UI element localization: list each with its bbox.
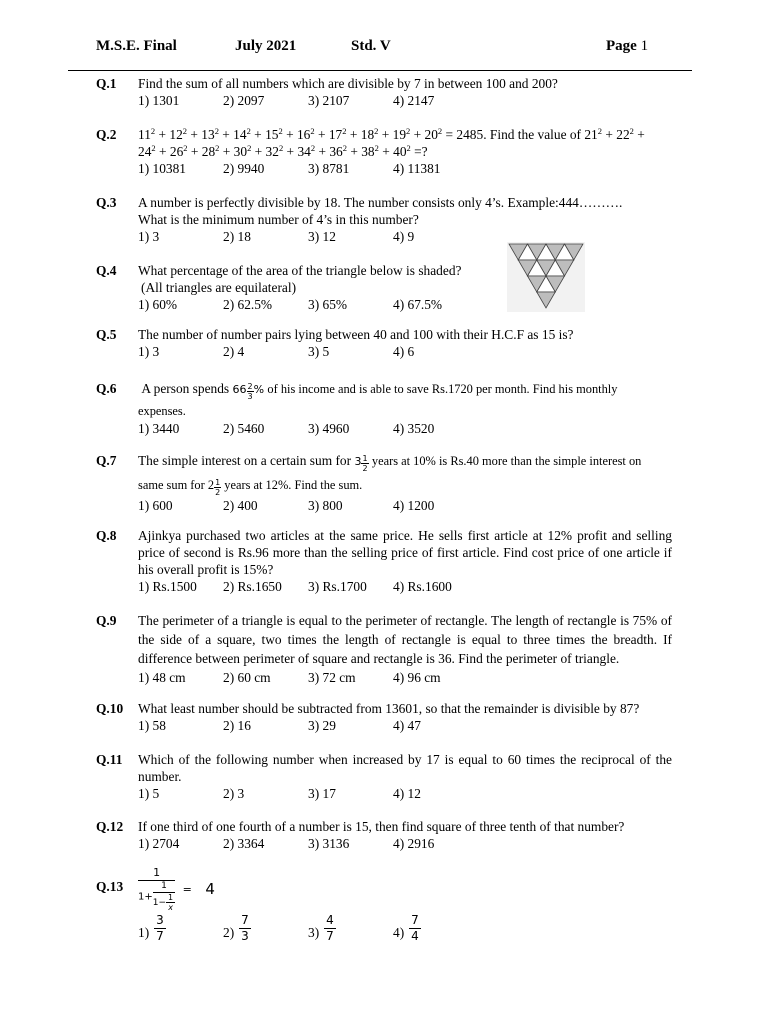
question-text: Find the sum of all numbers which are divisible by 7 in between 100 and 200? xyxy=(138,76,558,91)
option-2: 2) 60 cm xyxy=(223,670,271,685)
question-number: Q.8 xyxy=(96,528,117,543)
equals-sign: = xyxy=(182,882,192,896)
question-text xyxy=(138,452,672,473)
denominator xyxy=(138,881,175,912)
option-4: 4) 12 xyxy=(393,786,421,801)
denominator: 7 xyxy=(326,929,334,943)
answer-options xyxy=(138,160,672,177)
mixed-fraction xyxy=(354,454,368,473)
option-fraction xyxy=(154,913,166,944)
numerator: 1 xyxy=(362,454,368,463)
question-number: Q.12 xyxy=(96,819,124,834)
option-3: 3) 65% xyxy=(308,297,348,312)
whole-part: 66 xyxy=(232,383,247,396)
option-1: 1) 1301 xyxy=(138,93,180,108)
answer-options xyxy=(138,578,672,595)
option-2: 2) 16 xyxy=(223,718,251,733)
option-4: 4) 6 xyxy=(393,344,415,359)
option-label: 2) xyxy=(223,925,235,940)
question-number: Q.2 xyxy=(96,127,117,142)
mixed-fraction xyxy=(232,382,265,401)
question-text: What percentage of the area of the triangle below is shaded? xyxy=(138,263,462,278)
question-text-a: The simple interest on a certain sum for xyxy=(138,453,352,468)
option-2: 2) 5460 xyxy=(223,421,265,436)
option-1: 1) 48 cm xyxy=(138,670,186,685)
option-4: 4) Rs.1600 xyxy=(393,579,452,594)
question-text: Ajinkya purchased two articles at the same price. He sells first article at 12% profit and selling price of second is Rs.96 more than the selling price of first article. Find cost price of one article if his overall profit is 15%? xyxy=(138,528,672,577)
answer-options xyxy=(138,835,672,852)
question-text-c: expenses. xyxy=(138,404,186,418)
option-1: 1) 5 xyxy=(138,786,160,801)
option-4: 4) 2147 xyxy=(393,93,435,108)
question-number: Q.4 xyxy=(96,263,117,278)
question-text-c: same sum for xyxy=(138,478,205,492)
option-fraction xyxy=(409,913,421,944)
option-3: 3) 3136 xyxy=(308,836,350,851)
question-number: Q.3 xyxy=(96,195,117,210)
option-1: 1) 2704 xyxy=(138,836,180,851)
denominator: 4 xyxy=(411,929,419,943)
option-3: 3) 12 xyxy=(308,229,336,244)
option-2: 2) 2097 xyxy=(223,93,265,108)
question-text: What least number should be subtracted from 13601, so that the remainder is divisible by 87? xyxy=(138,701,640,716)
option-1: 1) Rs.1500 xyxy=(138,579,197,594)
option-2: 2) Rs.1650 xyxy=(223,579,282,594)
numerator: 1 xyxy=(168,893,174,902)
denominator: 2 xyxy=(215,488,221,497)
option-4: 4) 96 cm xyxy=(393,670,441,685)
option-fraction xyxy=(239,913,251,944)
option-1: 1) 3 xyxy=(138,229,160,244)
middle-fraction xyxy=(153,881,175,912)
fraction xyxy=(361,454,368,473)
answer-options xyxy=(138,717,672,734)
page-number: 1 xyxy=(640,38,649,54)
option-3: 3) 8781 xyxy=(308,161,350,176)
question-text: If one third of one fourth of a number is 15, then find square of three tenth of that number? xyxy=(138,819,625,834)
variable-x: x xyxy=(168,903,173,912)
question-text: Which of the following number when increased by 17 is equal to 60 times the reciprocal of the number. xyxy=(138,752,672,784)
answer-options xyxy=(138,296,672,313)
question-text-b: of his income and is able to save Rs.1720 per month. Find his monthly xyxy=(267,382,618,396)
answer-options xyxy=(138,668,672,685)
option-4: 4) 2916 xyxy=(393,836,435,851)
whole-part: 2 xyxy=(207,478,215,492)
option-2: 2) 3 xyxy=(223,786,245,801)
answer-options xyxy=(138,785,672,802)
option-4: 4) 67.5% xyxy=(393,297,443,312)
option-4: 4) 1200 xyxy=(393,498,435,513)
option-fraction xyxy=(324,913,336,944)
option-1: 1) 10381 xyxy=(138,161,186,176)
right-hand-side: 4 xyxy=(205,879,215,898)
fraction xyxy=(247,382,254,401)
question-text-continued: What is the minimum number of 4’s in this number? xyxy=(138,212,419,227)
question-number: Q.7 xyxy=(96,453,117,468)
answer-options xyxy=(138,343,672,360)
exam-standard: Std. V xyxy=(351,38,391,54)
numerator: 7 xyxy=(409,913,421,929)
question-text-d: years at 12%. Find the sum. xyxy=(224,478,363,492)
option-label: 4) xyxy=(393,925,405,940)
question-number: Q.13 xyxy=(96,879,124,894)
question-text: $11^2 + 12^2 + 13^2 + 14^2 + 15^2 + 16^2 + 17^2 + 18^2 + 19^2 + 20^2 = 2485$. Find the value of $21^2 + 22^2$ + xyxy=(138,126,645,142)
numerator: 2 xyxy=(247,382,253,391)
whole-part: 3 xyxy=(354,455,362,468)
question-text: A number is perfectly divisible by 18. The number consists only 4’s. Example:444………. xyxy=(138,195,623,210)
option-3: 3) 5 xyxy=(308,344,330,359)
question-text-continued: $24^2 + 26^2 + 28^2 + 30^2 + 32^2 + 34^2 + 36^2 + 38^2 + 40^2$ =? xyxy=(138,143,428,159)
numerator: 4 xyxy=(324,913,336,929)
option-3: 3) 4960 xyxy=(308,421,350,436)
question-text: The number of number pairs lying between 40 and 100 with their H.C.F as 15 is? xyxy=(138,327,574,342)
option-1: 1) 60% xyxy=(138,297,178,312)
one-plus: 1+ xyxy=(138,891,153,903)
option-1: 1) 3 xyxy=(138,344,160,359)
option-4: 4) 47 xyxy=(393,718,421,733)
answer-options xyxy=(138,497,672,514)
numerator: 1 xyxy=(215,478,221,487)
question-text xyxy=(138,380,672,401)
page-header xyxy=(96,38,696,62)
option-1: 1) 600 xyxy=(138,498,173,513)
question-number: Q.9 xyxy=(96,613,117,628)
option-3: 3) 72 cm xyxy=(308,670,356,685)
exam-title: M.S.E. Final xyxy=(96,38,177,54)
option-label: 3) xyxy=(308,925,320,940)
question-13 xyxy=(96,866,676,956)
option-3: 3) 2107 xyxy=(308,93,350,108)
option-1: 1) 3440 xyxy=(138,421,180,436)
numerator: 7 xyxy=(239,913,251,929)
option-4: 4) 11381 xyxy=(393,161,441,176)
option-3: 3) 29 xyxy=(308,718,336,733)
page-indicator xyxy=(606,38,648,55)
answer-options xyxy=(138,913,468,953)
option-2: 2) 400 xyxy=(223,498,258,513)
page-label: Page xyxy=(606,38,637,54)
option-label: 1) xyxy=(138,925,150,940)
denominator: 3 xyxy=(247,392,253,401)
question-number: Q.11 xyxy=(96,752,123,767)
option-1: 1) 58 xyxy=(138,718,166,733)
question-text-b: years at 10% is Rs.40 more than the simple interest on xyxy=(371,454,642,468)
denominator: 3 xyxy=(241,929,249,943)
inner-fraction xyxy=(166,893,175,912)
question-number: Q.5 xyxy=(96,327,117,342)
triangle-figure xyxy=(507,242,585,312)
answer-options xyxy=(138,228,672,245)
option-4: 4) 9 xyxy=(393,229,415,244)
question-number: Q.6 xyxy=(96,381,117,396)
mixed-fraction xyxy=(207,478,221,497)
option-3: 3) 800 xyxy=(308,498,343,513)
question-number: Q.1 xyxy=(96,76,117,91)
question-text-a: A person spends xyxy=(141,381,230,396)
fraction xyxy=(214,478,221,497)
question-text: The perimeter of a triangle is equal to the perimeter of rectangle. The length of rectangle is 75% of the side of a square, two times the length of rectangle is equal to three times the breadth. If difference between perimeter of square and rectangle is 36. Find the perimeter of triangle. xyxy=(138,613,672,666)
option-2: 2) 62.5% xyxy=(223,297,273,312)
question-text-continued: (All triangles are equilateral) xyxy=(141,280,297,295)
denominator: 2 xyxy=(362,464,368,473)
answer-options xyxy=(138,420,672,437)
percent-sign: % xyxy=(253,383,265,396)
one-minus: 1− xyxy=(152,898,167,908)
option-2: 2) 4 xyxy=(223,344,245,359)
option-3: 3) 17 xyxy=(308,786,336,801)
question-text-continued xyxy=(138,477,672,497)
numerator: 3 xyxy=(154,913,166,929)
denominator xyxy=(153,893,175,912)
header-divider xyxy=(68,70,692,71)
exam-date: July 2021 xyxy=(235,38,297,54)
question-number: Q.10 xyxy=(96,701,124,716)
option-2: 2) 18 xyxy=(223,229,251,244)
option-2: 2) 9940 xyxy=(223,161,265,176)
continued-fraction-equation xyxy=(138,866,215,912)
outer-fraction xyxy=(138,866,175,912)
option-3: 3) Rs.1700 xyxy=(308,579,367,594)
numerator: 1 xyxy=(153,881,175,893)
option-4: 4) 3520 xyxy=(393,421,435,436)
denominator: 7 xyxy=(156,929,164,943)
numerator: 1 xyxy=(138,866,175,881)
answer-options xyxy=(138,92,672,109)
option-2: 2) 3364 xyxy=(223,836,265,851)
